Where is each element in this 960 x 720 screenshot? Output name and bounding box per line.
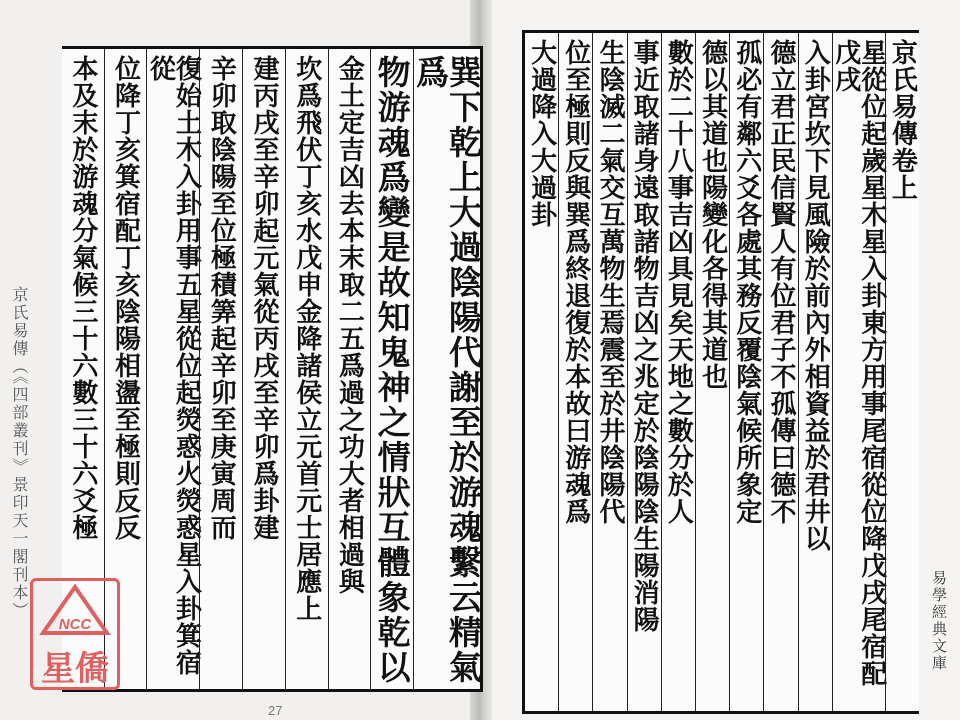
right-margin-note: 易學經典文庫	[930, 570, 948, 672]
text-column	[285, 49, 328, 689]
text-column	[661, 33, 695, 711]
text-column	[729, 33, 763, 711]
left-margin-note: 京氏易傳（《四部叢刊》景印天一閣刊本）	[10, 286, 29, 620]
column-text: 巽下乾上大過陰陽代謝至於游魂繫云精氣爲	[411, 55, 483, 685]
column-text: 本及末於游魂分氣候三十六數三十六爻極	[67, 55, 98, 541]
text-column	[199, 49, 242, 689]
text-column	[411, 49, 483, 689]
text-column	[242, 49, 285, 689]
text-column	[145, 49, 202, 689]
column-text: 物游魂爲變是故知鬼神之情狀互體象乾以	[372, 55, 412, 685]
column-text: 金土定吉凶去本末取二五爲過之功大者相過與	[334, 55, 365, 595]
column-text: 孤必有鄰六爻各處其務反覆陰氣候所象定	[731, 39, 762, 525]
text-column	[763, 33, 797, 711]
left-text-block	[62, 46, 483, 692]
column-text: 復始土木入卦用事五星從位起熒惑火熒惑星入卦箕宿從	[145, 55, 202, 676]
text-column	[558, 33, 592, 711]
column-text: 德以其道也陽變化各得其道也	[697, 39, 728, 390]
seal-text: 星僑	[41, 649, 109, 689]
text-column	[370, 49, 413, 689]
column-text: 德立君正民信賢人有位君子不孤傳曰德不	[765, 39, 796, 525]
column-text: 建丙戌至辛卯起元氣從丙戌至辛卯爲卦建	[248, 55, 279, 541]
right-text-block	[522, 30, 919, 714]
column-text: 位至極則反與巽爲終退復於本故曰游魂爲	[560, 39, 591, 525]
column-text: 位降丁亥箕宿配丁亥陰陽相盪至極則反反	[110, 55, 141, 541]
text-column	[885, 33, 919, 711]
seal-abbrev: NCC	[58, 616, 92, 633]
column-text: 入卦宮坎下見風險於前內外相資益於君井以	[800, 39, 831, 552]
column-text: 數於二十八事吉凶具見矣天地之數分於人	[663, 39, 694, 525]
text-column	[695, 33, 729, 711]
page-number: 27	[268, 703, 283, 718]
text-column	[592, 33, 626, 711]
library-seal-stamp	[30, 578, 120, 690]
column-text: 京氏易傳卷上	[887, 39, 918, 201]
text-column	[832, 33, 885, 711]
text-column	[627, 33, 661, 711]
column-text: 辛卯取陰陽至位極積筭起辛卯至庚寅周而	[206, 55, 237, 541]
column-text: 坎爲飛伏丁亥水戊申金降諸侯立元首元士居應上	[291, 55, 322, 622]
text-column	[328, 49, 371, 689]
seal-emblem-icon	[33, 581, 117, 641]
column-text: 星從位起歲星木星入卦東方用事尾宿從位降戊戌尾宿配戊戌	[830, 39, 887, 687]
text-column	[525, 33, 558, 711]
column-text: 大過降入大過卦	[526, 39, 557, 228]
text-column	[798, 33, 832, 711]
column-text: 事近取諸身遠取諸物吉凶之兆定於陰陽陰生陽消陽	[629, 39, 660, 633]
column-text: 生陰滅二氣交互萬物生焉震至於井陰陽代	[594, 39, 625, 525]
